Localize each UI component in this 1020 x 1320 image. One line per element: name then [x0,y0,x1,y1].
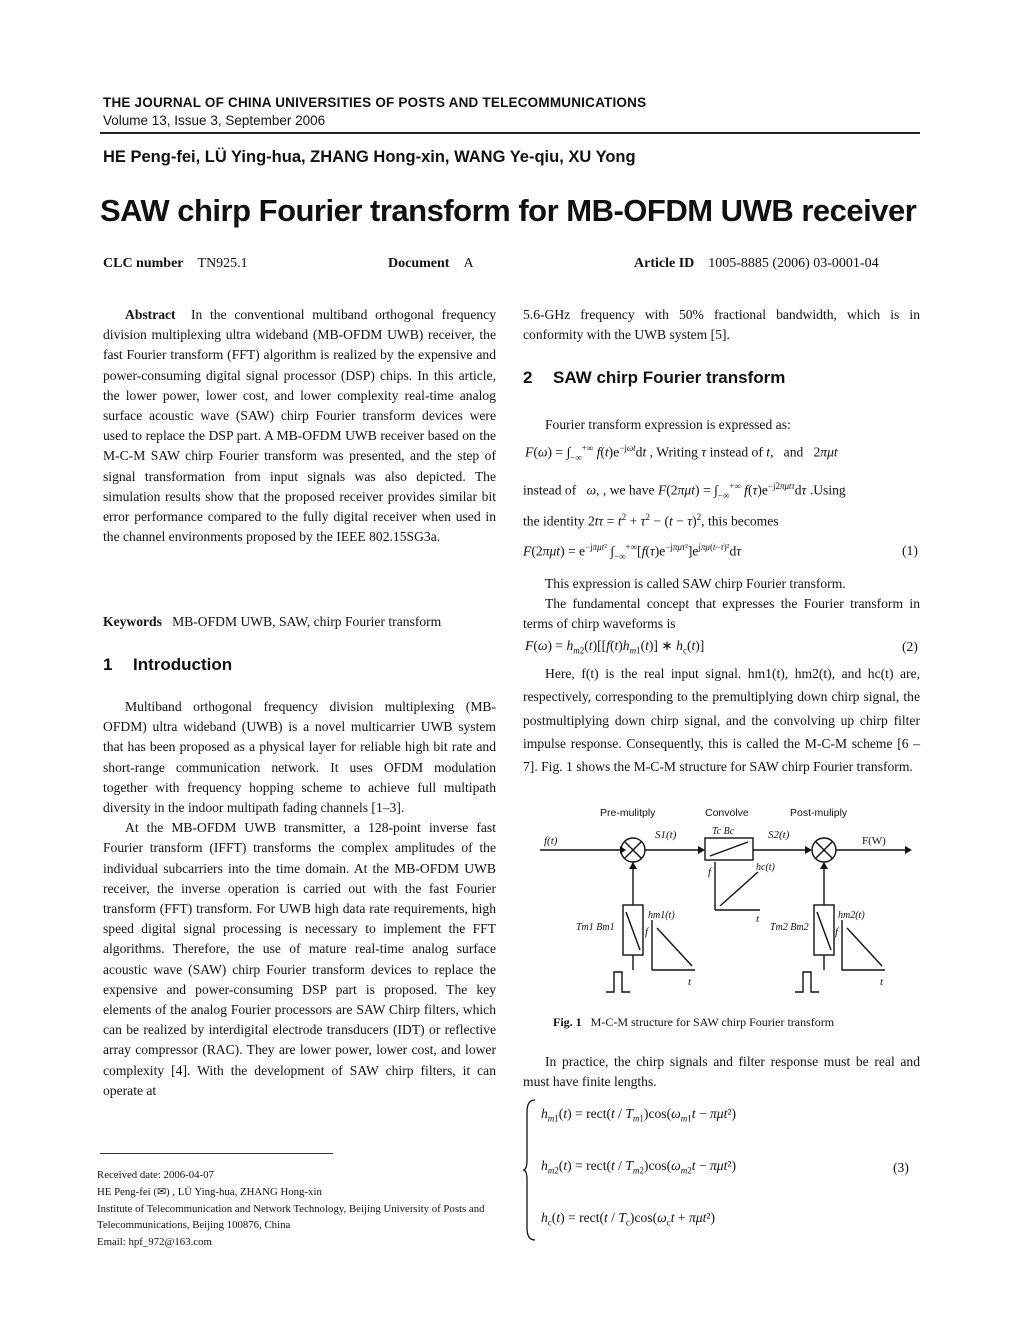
equation-3: $h_{m1}(t)$ = rect(t / $T_{m1})\cos(\omega_{m1}t - \pi\mu t^2)$ $h_{m2}(t)$ = rect(t / $T_{m2})\cos(\omega_{m2}t - \pi\mu t^2)$ $h_c(t)$ = rect(t / $T_c)\cos(\omega_ct + \pi\mu t^2)$ [523,1098,923,1243]
label-t-post: t [880,976,884,988]
email: Email: hpf_972@163.com [97,1236,212,1248]
intro-paragraph-2: At the MB-OFDM UWB transmitter, a 128-point inverse fast Fourier transform (IFFT) transforms the complex amplitudes of the individual subcarriers into the time domain. At the MB-OFDM UWB receiver, the inverse operation is carried out with the fast Fourier transform (FFT) transform. For UWB high data rate requirements, high speed digital signal processing is necessary to implement the FFT algorithms. Therefore, the use of mature real-time analog surface acoustic wave (SAW) chirp Fourier transform devices to replace the expensive and power-consuming DSP part is proposed. The key elements of the analog Fourier processors are SAW Chirp filters, which can be realized by interdigital electrode transducers (IDT) or reflective array compressor (RAC). They are lower power, lower cost, and lower complexity [4]. With the development of SAW chirp filters, it can operate at [103,820,496,1098]
keywords: Keywords MB-OFDM UWB, SAW, chirp Fourier transform [103,614,442,629]
figure-1-diagram [520,800,920,1005]
label-convolve: Convolve [705,807,749,819]
label-output: F(W) [862,835,886,847]
equation-3-brace [523,1098,537,1243]
identity-line: the identity $2t\tau = t^2 + \tau^2 - (t - \tau)^2$, this becomes [523,512,779,529]
label-hm1: hm1(t) [648,910,675,921]
label-tc-bc: Tc Bc [712,826,735,837]
label-postmultiply: Post-muliply [790,807,848,819]
abstract-label: Abstract [125,307,176,322]
label-tm2: Tm2 Bm2 [770,922,809,933]
abstract-text: In the conventional multiband orthogonal frequency division multiplexing ultra wideband (MB-OFDM UWB) receiver, the fast Fourier transform (FFT) algorithm is realized by the expensive and power-consuming digital signal processor (DSP) chips. In this article, the lower power, lower cost, and lower complexity real-time analog surface acoustic wave (SAW) chirp Fourier transform devices were used to replace the DSP part. A MB-OFDM UWB receiver based on the M-C-M SAW chirp Fourier transform was presented, and the step of signal transformation from input signals was also depicted. The simulation results show that the proposed receiver provides similar bit error performance compared to the fully digital receiver when used in the channel environments proposed by the IEEE 802.15SG3a. [103,307,497,545]
label-t-conv: t [756,913,760,925]
intro-paragraph-1: Multiband orthogonal frequency division multiplexing (MB-OFDM) ultra wideband (UWB) is a novel multicarrier UWB system that has been proposed as a physical layer for reliable high bit rate and short-range communication network. It uses OFDM modulation together with frequency hopping scheme to achieve full multipath diversity in the indoor multipath fading channels [1–3]. [103,699,496,816]
fourier-definition: $F(\omega) = \int_{-\infty}^{+\infty}$ $f(t)e^{-j\omega t}dt$ , Writing τ instead of t, and 2πμt [525,443,838,463]
article-id: Article ID 1005-8885 (2006) 03-0001-04 [634,256,879,271]
section-2-body-a: This expression is called SAW chirp Fourier transform. The fundamental concept that expresses the Fourier transform in terms of chirp waveforms is [523,576,920,632]
equation-2-number: (2) [902,639,918,654]
received-date: Received date: 2006-04-07 [97,1169,214,1181]
equation-1: $F(2\pi\mu t) = e^{-j\pi\mu t^2}$ $\int_{-\infty}^{+\infty}[f(\tau)e^{-j\pi\mu\tau^2}]e^{j\pi\mu(t-\tau)^2}d\tau$ [523,542,742,562]
footnote-rule [100,1153,333,1154]
substitution-line: instead of ω, , we have $F(2\pi\mu t) = \int_{-\infty}^{+\infty}$ $f(\tau)e^{-j2\pi\mu t\tau}d\tau$ .Using [523,481,846,501]
affiliation: Institute of Telecommunication and Network Technology, Beijing University of Posts and Telecommunications, Beijing 100876, China [97,1203,485,1231]
journal-volume: Volume 13, Issue 3, September 2006 [103,113,326,128]
corresponding-authors: HE Peng-fei (✉) , LÜ Ying-hua, ZHANG Hong-xin [97,1186,322,1198]
clc-number: CLC number TN925.1 [103,256,248,271]
equation-1-number: (1) [902,543,918,558]
abstract [103,305,496,547]
label-hc: hc(t) [756,862,775,873]
label-premultiply: Pre-mulitply [600,807,656,819]
section-2-body-b: Here, f(t) is the real input signal. hm1(t), hm2(t), and hc(t) are, respectively, corresponding to the premultiplying down chirp signal, the postmultiplying down chirp signal, and the convolving up chirp filter impulse response. Consequently, this is called the M-C-M scheme [6 – 7]. Fig. 1 shows the M-C-M structure for SAW chirp Fourier transform. [523,666,920,775]
equation-2: $F(\omega) = h_{m2}(t)[[f(t)h_{m1}(t)]$ ∗ $h_c(t)$] [525,638,705,656]
equation-3-number: (3) [893,1160,909,1175]
col2-continuation: 5.6-GHz frequency with 50% fractional bandwidth, which is in conformity with the UWB system [5]. [523,307,920,343]
label-f-post: f [835,926,839,938]
label-f-conv: f [708,866,712,878]
label-t-pre: t [688,976,692,988]
label-hm2: hm2(t) [838,910,865,921]
header-rule [100,132,920,134]
label-tm1: Tm1 Bm1 [576,922,615,933]
journal-name: THE JOURNAL OF CHINA UNIVERSITIES OF POSTS AND TELECOMMUNICATIONS [103,95,647,110]
label-s1: S1(t) [655,829,677,841]
section-1-heading: 1 Introduction [103,655,233,674]
figure-1-caption: Fig. 1 M-C-M structure for SAW chirp Fourier transform [553,1015,835,1029]
label-input: f(t) [544,835,558,847]
label-f-pre: f [645,926,649,938]
document-code: Document A [388,256,474,271]
section-1-body [103,697,496,1101]
paper-title: SAW chirp Fourier transform for MB-OFDM UWB receiver [100,193,917,228]
section-2-body-c: In practice, the chirp signals and filter response must be real and must have finite lengths. [523,1054,920,1090]
author-list: HE Peng-fei, LÜ Ying-hua, ZHANG Hong-xin, WANG Ye-qiu, XU Yong [103,148,636,166]
section-2-intro: Fourier transform expression is expressed as: [545,417,791,432]
section-2-heading: 2 SAW chirp Fourier transform [523,368,786,387]
label-s2: S2(t) [768,829,790,841]
